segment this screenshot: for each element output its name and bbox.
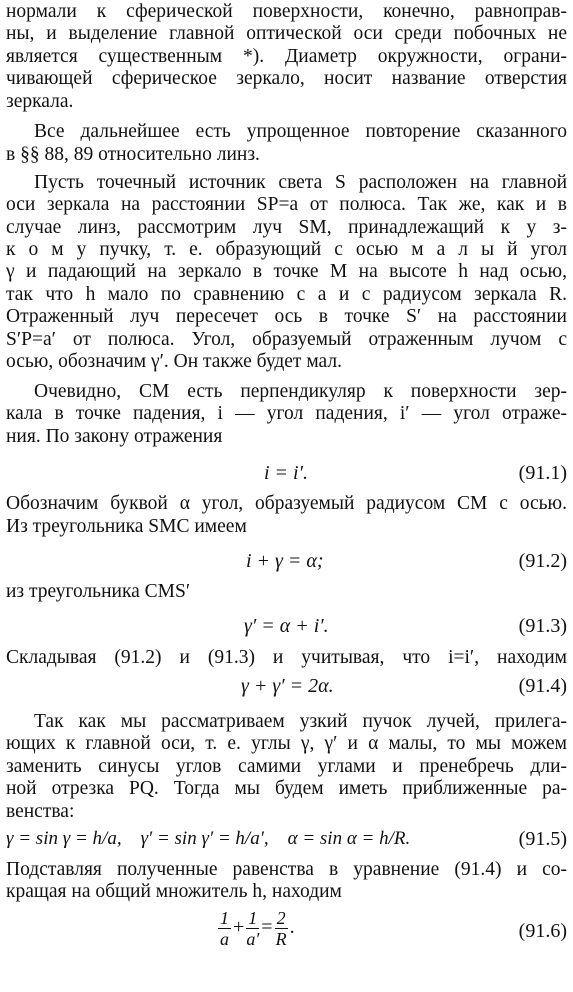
text-line: Обозначим буквой α угол, образуемый радиусом CM с осью. <box>6 493 567 514</box>
text-line: Пусть точечный источник света S расположен на главной <box>34 172 567 193</box>
text-line: ной отрезка PQ. Тогда мы будем иметь приближенные ра- <box>6 778 567 799</box>
equation-body: γ = sin γ = h/a, γ′ = sin γ′ = h/a′, α = sin α = h/R. <box>6 828 411 849</box>
equation-body: i = i′. <box>264 462 308 484</box>
fraction: $\frac{1}{a'}$ <box>246 908 260 949</box>
text-line: заменить синусы углов самими углами и пренебречь дли- <box>6 756 567 777</box>
equation-number: (91.1) <box>518 462 567 484</box>
text-line: γ и падающий на зеркало в точке M на высоте h над осью, <box>6 261 567 282</box>
text-line: к о м у пучку, т. е. образующий с осью м а л ы й угол <box>6 239 567 260</box>
text-line: является существенным *). Диаметр окружности, ограни- <box>6 46 567 67</box>
text-line: кращая на общий множитель h, находим <box>6 881 342 902</box>
text-line: зеркала. <box>6 91 74 112</box>
equation-body: $\frac{1}{a}$ + $\frac{1}{a'}$ = $\frac{2}{R}$ . <box>220 908 295 949</box>
equation-body: i + γ = α; <box>246 550 324 572</box>
text-line: Очевидно, CM есть перпендикуляр к поверхности зер- <box>34 381 567 402</box>
text-line: Так как мы рассматриваем узкий пучок лучей, прилега- <box>34 711 567 732</box>
text-line: кала в точке падения, i — угол падения, i′ — угол отраже- <box>6 403 567 424</box>
text-line: оси зеркала на расстоянии SP=a от полюса. Так же, как и в <box>6 194 567 215</box>
fraction: $\frac{1}{a}$ <box>220 908 229 949</box>
text-line: Из треугольника SMC имеем <box>6 516 247 537</box>
text-line: осью, обозначим γ′. Он также будет мал. <box>6 351 342 372</box>
equation-number: (91.3) <box>518 615 567 637</box>
equation-number: (91.6) <box>518 920 567 942</box>
text-line: из треугольника CMS′ <box>6 581 191 602</box>
text-line: ния. По закону отражения <box>6 426 223 447</box>
text-line: Отраженный луч пересечет ось в точке S′ на расстоянии <box>6 306 567 327</box>
text-line: Складывая (91.2) и (91.3) и учитывая, что i=i′, находим <box>6 647 567 668</box>
text-line: чивающей сферическое зеркало, носит название отверстия <box>6 68 567 89</box>
text-line: случае линз, рассмотрим луч SM, принадлежащий к у з- <box>6 217 567 238</box>
equation-number: (91.5) <box>518 828 567 850</box>
text-line: Подставляя полученные равенства в уравнение (91.4) и со- <box>6 859 567 880</box>
equation-body: γ + γ′ = 2α. <box>241 675 334 697</box>
fraction: $\frac{2}{R}$ <box>275 908 287 949</box>
equation-body: γ′ = α + i′. <box>244 615 329 637</box>
equation-number: (91.4) <box>518 675 567 697</box>
text-line: S′P=a′ от полюса. Угол, образуемый отраженным лучом с <box>6 329 567 350</box>
text-line: так что h мало по сравнению с a и с радиусом зеркала R. <box>6 284 567 305</box>
footnote-area <box>6 892 567 992</box>
text-line: ющих к главной оси, т. е. углы γ, γ′ и α малы, то мы можем <box>6 733 567 754</box>
text-line: ны, и выделение главной оптической оси среди побочных не <box>6 23 567 44</box>
text-line: Все дальнейшее есть упрощенное повторение сказанного <box>34 121 567 142</box>
text-line: венства: <box>6 801 75 822</box>
text-line: нормали к сферической поверхности, конечно, равноправ- <box>6 1 567 22</box>
text-line: в §§ 88, 89 относительно линз. <box>6 144 260 165</box>
equation-number: (91.2) <box>518 550 567 572</box>
